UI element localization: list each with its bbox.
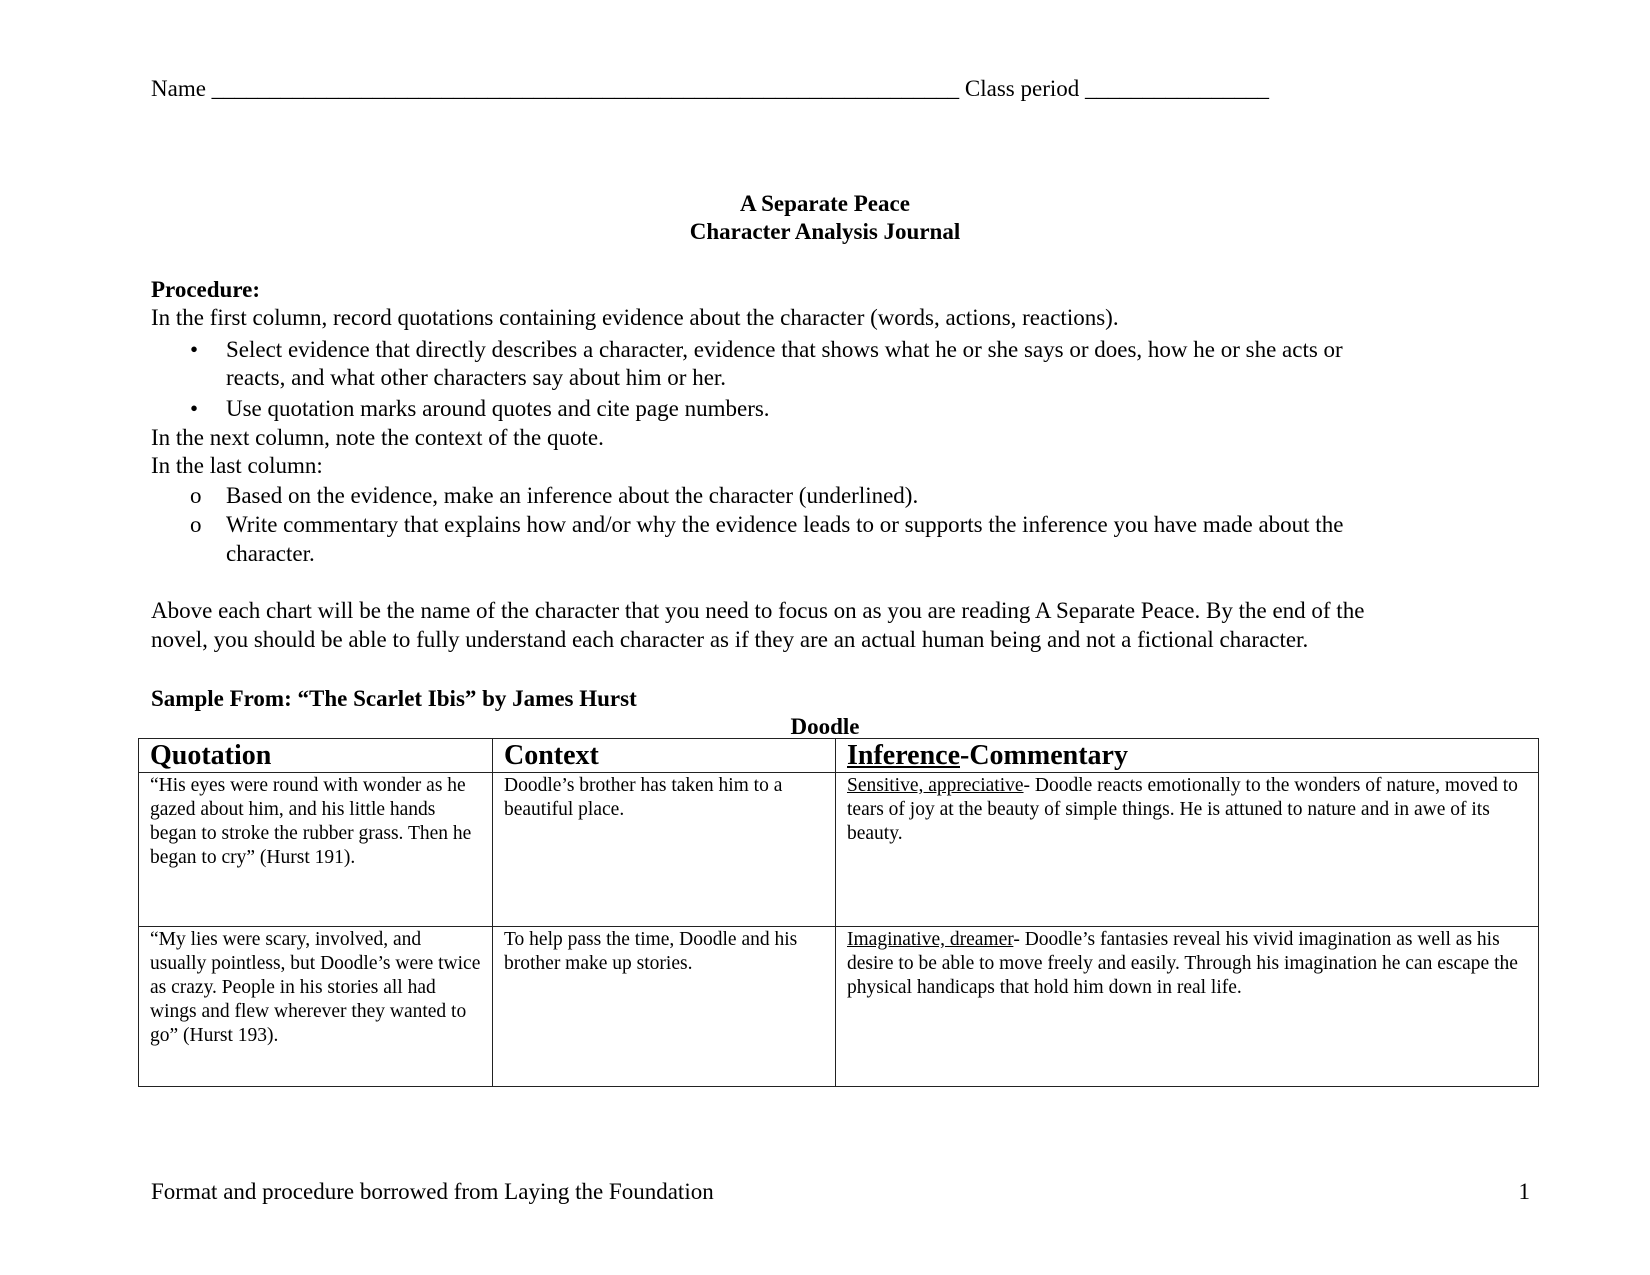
procedure-first-column: In the first column, record quotations containing evidence about the character (words, actions, reactions). bbox=[151, 305, 1119, 330]
procedure-sub-bullet-2-line-1: Write commentary that explains how and/or why the evidence leads to or supports the inference you have made about the bbox=[226, 512, 1344, 537]
header-inference-commentary bbox=[836, 739, 1539, 773]
inference-text: Sensitive, appreciative bbox=[847, 775, 1024, 796]
header-quotation: Quotation bbox=[139, 739, 493, 773]
character-name: Doodle bbox=[790, 714, 860, 739]
page-number: 1 bbox=[1518, 1179, 1530, 1204]
class-period-blank[interactable]: ________________ bbox=[1085, 76, 1270, 101]
bullet-icon: • bbox=[190, 396, 199, 421]
table-header-row bbox=[139, 739, 1539, 773]
context-cell: Doodle’s brother has taken him to a beautiful place. bbox=[493, 773, 836, 927]
quotation-cell: “His eyes were round with wonder as he gazed about him, and his little hands began to stroke the rubber grass. Then he began to cry” (Hurst 191). bbox=[139, 773, 493, 927]
procedure-sub-bullet-1: Based on the evidence, make an inference about the character (underlined). bbox=[226, 483, 919, 508]
inference-commentary-cell bbox=[836, 773, 1539, 927]
header-inference: Inference bbox=[847, 740, 960, 771]
context-cell: To help pass the time, Doodle and his brother make up stories. bbox=[493, 927, 836, 1087]
commentary-text: - Doodle’s fantasies reveal his vivid imagination as well as his desire to be able to move freely and easily. Through his imagination he can escape the physical handicaps that hold him down in real life. bbox=[847, 929, 1518, 998]
commentary-text: - Doodle reacts emotionally to the wonders of nature, moved to tears of joy at the beauty of simple things. He is attuned to nature and in awe of its beauty. bbox=[847, 775, 1518, 844]
document-subtitle: Character Analysis Journal bbox=[689, 219, 961, 244]
procedure-next-column: In the next column, note the context of the quote. bbox=[151, 425, 604, 450]
procedure-last-column: In the last column: bbox=[151, 453, 323, 478]
procedure-bullet-1-line-1: Select evidence that directly describes a character, evidence that shows what he or she says or does, how he or she acts or bbox=[226, 337, 1343, 362]
intro-line-2: novel, you should be able to fully understand each character as if they are an actual human being and not a fictional character. bbox=[151, 627, 1309, 652]
table-row bbox=[139, 773, 1539, 927]
inference-text: Imaginative, dreamer bbox=[847, 929, 1014, 950]
procedure-heading: Procedure: bbox=[151, 277, 261, 302]
name-class-header bbox=[151, 75, 1269, 103]
hollow-bullet-icon: o bbox=[190, 483, 202, 508]
procedure-bullet-2: Use quotation marks around quotes and cite page numbers. bbox=[226, 396, 770, 421]
footer-credit: Format and procedure borrowed from Laying the Foundation bbox=[151, 1179, 714, 1204]
inference-commentary-cell bbox=[836, 927, 1539, 1087]
procedure-sub-bullet-2-line-2: character. bbox=[226, 541, 315, 566]
header-context: Context bbox=[493, 739, 836, 773]
intro-line-1: Above each chart will be the name of the character that you need to focus on as you are reading A Separate Peace. By the end of the bbox=[151, 598, 1365, 623]
bullet-icon: • bbox=[190, 337, 199, 362]
document-title: A Separate Peace bbox=[740, 191, 910, 216]
name-blank[interactable]: _________________________________________________________________ bbox=[211, 76, 960, 101]
class-period-label: Class period bbox=[964, 76, 1080, 101]
quotation-cell: “My lies were scary, involved, and usually pointless, but Doodle’s were twice as crazy. People in his stories all had wings and flew wherever they wanted to go” (Hurst 193). bbox=[139, 927, 493, 1087]
procedure-bullet-1-line-2: reacts, and what other characters say about him or her. bbox=[226, 365, 727, 390]
name-label: Name bbox=[151, 76, 206, 101]
hollow-bullet-icon: o bbox=[190, 512, 202, 537]
sample-heading: Sample From: “The Scarlet Ibis” by James Hurst bbox=[151, 686, 637, 711]
header-commentary: -Commentary bbox=[960, 740, 1128, 771]
table-row bbox=[139, 927, 1539, 1087]
character-journal-table bbox=[138, 738, 1539, 1087]
